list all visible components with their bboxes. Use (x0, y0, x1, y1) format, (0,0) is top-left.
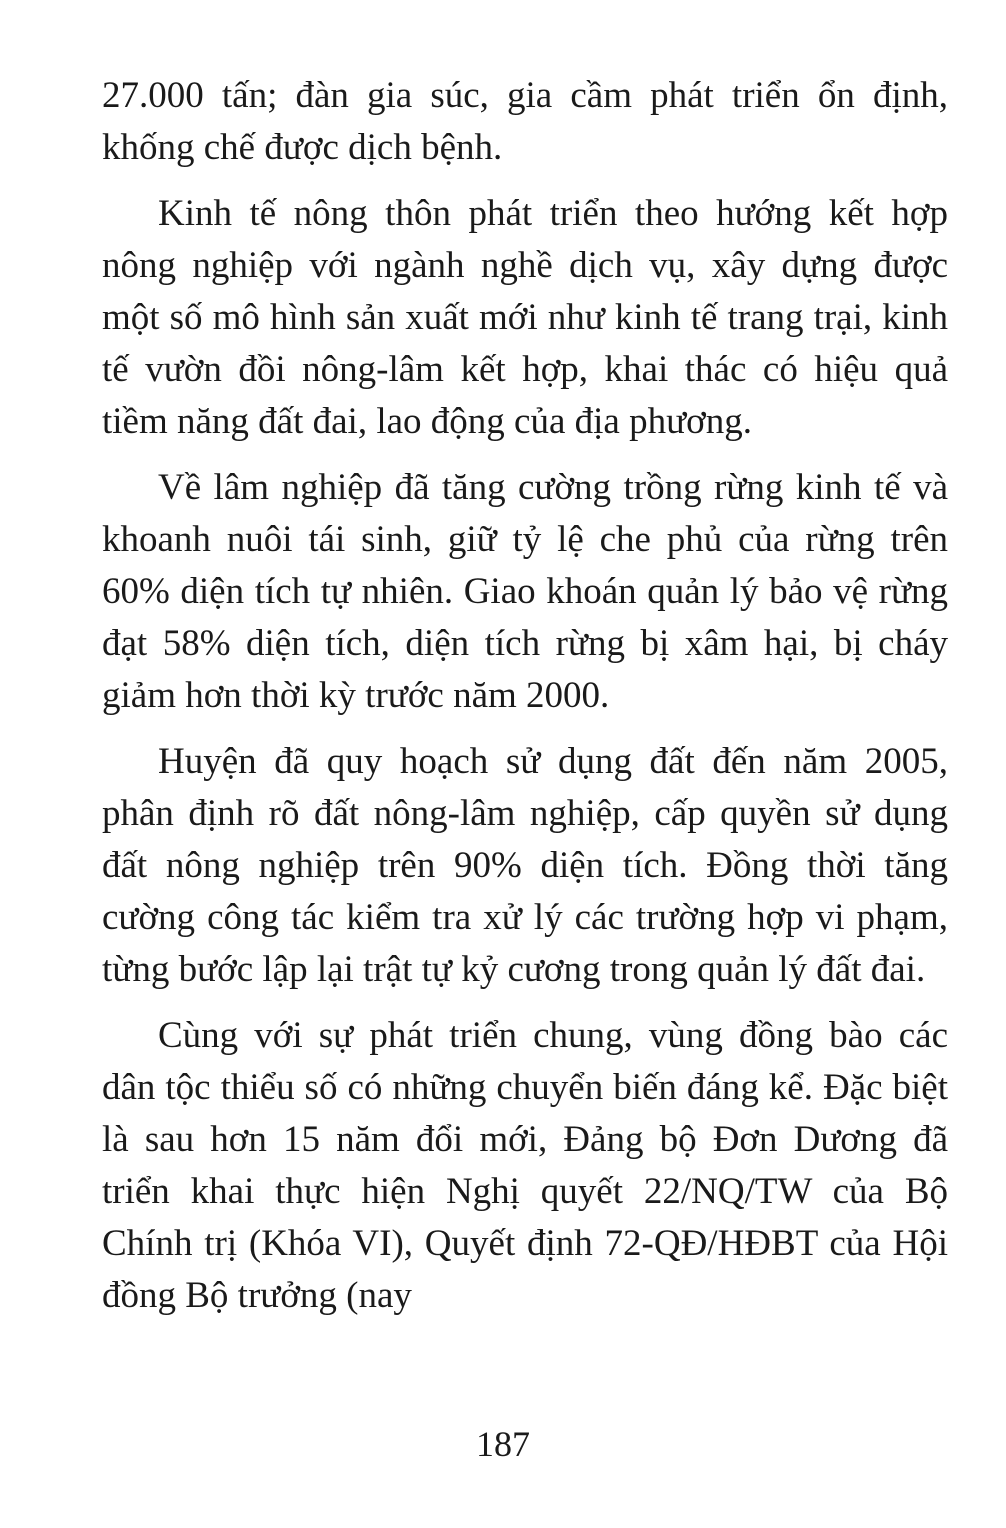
paragraph-ethnic-minorities: Cùng với sự phát triển chung, vùng đồng bào các dân tộc thiểu số có những chuyển biến đáng kể. Đặc biệt là sau hơn 15 năm đổi mới, Đảng bộ Đơn Dương đã triển khai thực hiện Nghị quyết 22/NQ/TW của Bộ Chính trị (Khóa VI), Quyết định 72-QĐ/HĐBT của Hội đồng Bộ trưởng (nay (102, 1015, 948, 1316)
page-number: 187 (476, 1424, 530, 1464)
paragraph-forestry: Về lâm nghiệp đã tăng cường trồng rừng kinh tế và khoanh nuôi tái sinh, giữ tỷ lệ che phủ của rừng trên 60% diện tích tự nhiên. Giao khoán quản lý bảo vệ rừng đạt 58% diện tích, diện tích rừng bị xâm hại, bị cháy giảm hơn thời kỳ trước năm 2000. (102, 467, 948, 716)
paragraph-land-planning: Huyện đã quy hoạch sử dụng đất đến năm 2005, phân định rõ đất nông-lâm nghiệp, cấp quyền sử dụng đất nông nghiệp trên 90% diện tích. Đồng thời tăng cường công tác kiểm tra xử lý các trường hợp vi phạm, từng bước lập lại trật tự kỷ cương trong quản lý đất đai. (102, 741, 948, 990)
paragraph-continuation: 27.000 tấn; đàn gia súc, gia cầm phát triển ổn định, khống chế được dịch bệnh. (102, 75, 948, 168)
body-text (102, 70, 948, 1336)
paragraph-rural-economy: Kinh tế nông thôn phát triển theo hướng kết hợp nông nghiệp với ngành nghề dịch vụ, xây dựng được một số mô hình sản xuất mới như kinh tế trang trại, kinh tế vườn đồi nông-lâm kết hợp, khai thác có hiệu quả tiềm năng đất đai, lao động của địa phương. (102, 193, 948, 442)
